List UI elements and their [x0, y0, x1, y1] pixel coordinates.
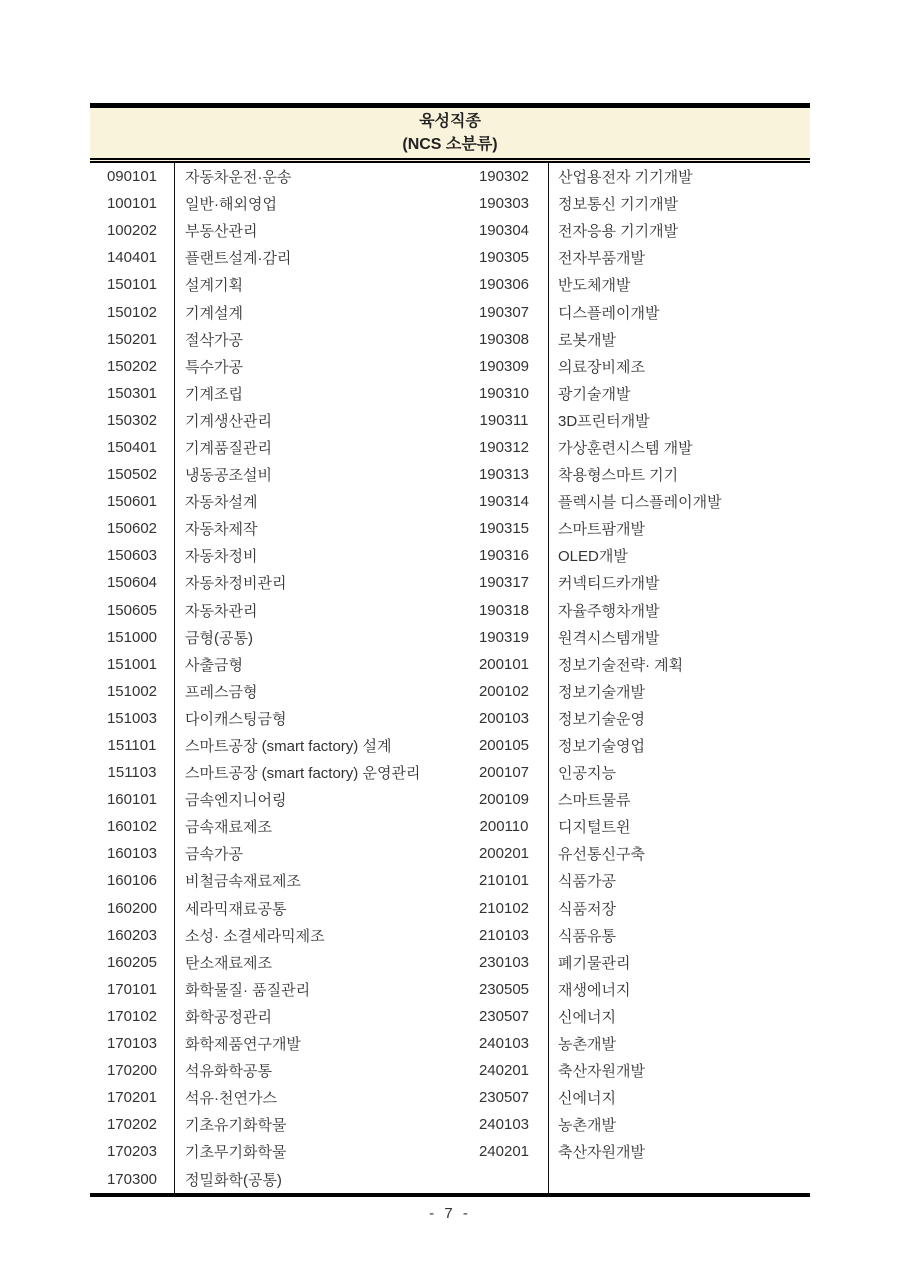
right-name-cell: 정보기술영업: [548, 732, 810, 759]
left-name-cell: 자동차운전·운송: [185, 169, 292, 187]
right-name-cell: 착용형스마트 기기: [548, 461, 810, 488]
left-name-cell: 금속가공: [185, 846, 243, 864]
table-row: [90, 190, 810, 217]
left-code-cell: 170102: [90, 1003, 175, 1030]
right-code-cell: 190307: [478, 303, 530, 321]
right-name-cell: [548, 1165, 810, 1192]
table-row: [90, 1030, 810, 1057]
left-name-cell: 스마트공장 (smart factory) 설계: [185, 738, 392, 756]
table-row: [90, 651, 810, 678]
right-name-cell: 광기술개발: [548, 380, 810, 407]
right-code-cell: 230507: [478, 1089, 530, 1107]
table-row: [90, 326, 810, 353]
left-code-cell: 151001: [90, 651, 175, 678]
left-name-cell: 자동차정비: [185, 548, 258, 566]
right-name-cell: 농촌개발: [548, 1030, 810, 1057]
right-code-cell: 190302: [478, 168, 530, 186]
table-row: [90, 922, 810, 949]
right-name-cell: 축산자원개발: [548, 1057, 810, 1084]
left-code-cell: 150102: [90, 298, 175, 325]
left-code-cell: 151003: [90, 705, 175, 732]
right-code-cell: 190310: [478, 384, 530, 402]
left-name-cell: 정밀화학(공통): [185, 1171, 282, 1189]
left-code-cell: 170300: [90, 1165, 175, 1192]
right-name-cell: 전자응용 기기개발: [548, 217, 810, 244]
right-name-cell: 식품유통: [548, 922, 810, 949]
table-row: [90, 976, 810, 1003]
table-row: [90, 786, 810, 813]
left-code-cell: 160200: [90, 895, 175, 922]
left-name-cell: 기계생산관리: [185, 412, 272, 430]
right-name-cell: 폐기물관리: [548, 949, 810, 976]
right-code-cell: 210101: [478, 872, 530, 890]
table-row: [90, 705, 810, 732]
right-name-cell: 디지털트윈: [548, 813, 810, 840]
table-row: [90, 461, 810, 488]
left-code-cell: 170201: [90, 1084, 175, 1111]
right-code-cell: 190317: [478, 574, 530, 592]
left-code-cell: 150201: [90, 326, 175, 353]
left-name-cell: 부동산관리: [185, 223, 258, 241]
left-code-cell: 170103: [90, 1030, 175, 1057]
left-code-cell: 140401: [90, 244, 175, 271]
left-code-cell: 160102: [90, 813, 175, 840]
table-row: [90, 732, 810, 759]
table-row: [90, 840, 810, 867]
left-name-cell: 특수가공: [185, 358, 243, 376]
table-row: [90, 759, 810, 786]
right-name-cell: 정보기술운영: [548, 705, 810, 732]
left-name-cell: 세라믹재료공통: [185, 900, 287, 918]
table-row: [90, 298, 810, 325]
left-code-cell: 160203: [90, 922, 175, 949]
table-body: [90, 163, 810, 1197]
left-code-cell: 150601: [90, 488, 175, 515]
left-name-cell: 금속엔지니어링: [185, 792, 287, 810]
right-code-cell: 230505: [478, 980, 530, 998]
right-code-cell: 200107: [478, 764, 530, 782]
table-row: [90, 353, 810, 380]
table-row: [90, 1057, 810, 1084]
right-code-cell: 210102: [478, 899, 530, 917]
left-code-cell: 150602: [90, 515, 175, 542]
left-code-cell: 160106: [90, 867, 175, 894]
right-name-cell: 의료장비제조: [548, 353, 810, 380]
right-code-cell: 190313: [478, 466, 530, 484]
left-code-cell: 100202: [90, 217, 175, 244]
table-row: [90, 407, 810, 434]
table-row: [90, 1084, 810, 1111]
left-name-cell: 금형(공통): [185, 629, 253, 647]
left-code-cell: 150202: [90, 353, 175, 380]
right-code-cell: 190305: [478, 249, 530, 267]
table-row: [90, 1138, 810, 1165]
left-code-cell: 150502: [90, 461, 175, 488]
left-code-cell: 160205: [90, 949, 175, 976]
table-row: [90, 867, 810, 894]
page-number: - 7 -: [429, 1205, 471, 1222]
left-name-cell: 기계품질관리: [185, 439, 272, 457]
left-code-cell: 150604: [90, 569, 175, 596]
left-code-cell: 150101: [90, 271, 175, 298]
left-code-cell: 170203: [90, 1138, 175, 1165]
right-code-cell: 190308: [478, 330, 530, 348]
left-code-cell: 150401: [90, 434, 175, 461]
left-code-cell: 160103: [90, 840, 175, 867]
right-name-cell: 신에너지: [548, 1084, 810, 1111]
left-code-cell: 151103: [90, 759, 175, 786]
right-code-cell: 240103: [478, 1116, 530, 1134]
table-row: [90, 163, 810, 190]
right-code-cell: 190318: [478, 601, 530, 619]
left-code-cell: 160101: [90, 786, 175, 813]
right-code-cell: 240103: [478, 1035, 530, 1053]
right-code-cell: 190309: [478, 357, 530, 375]
right-code-cell: 190312: [478, 438, 530, 456]
left-name-cell: 절삭가공: [185, 331, 243, 349]
table-row: [90, 624, 810, 651]
right-name-cell: 축산자원개발: [548, 1138, 810, 1165]
left-name-cell: 탄소재료제조: [185, 954, 272, 972]
left-code-cell: 151101: [90, 732, 175, 759]
right-name-cell: 가상훈련시스템 개발: [548, 434, 810, 461]
right-name-cell: 식품가공: [548, 867, 810, 894]
left-name-cell: 설계기획: [185, 277, 243, 295]
left-code-cell: 150302: [90, 407, 175, 434]
left-name-cell: 비철금속재료제조: [185, 873, 301, 891]
left-name-cell: 자동차정비관리: [185, 575, 287, 593]
right-name-cell: 재생에너지: [548, 976, 810, 1003]
left-name-cell: 냉동공조설비: [185, 467, 272, 485]
right-name-cell: 정보기술전략· 계획: [548, 651, 810, 678]
right-code-cell: 190303: [478, 195, 530, 213]
right-code-cell: 190304: [478, 222, 530, 240]
right-code-cell: 190315: [478, 520, 530, 538]
left-code-cell: 151000: [90, 624, 175, 651]
right-name-cell: 스마트팜개발: [548, 515, 810, 542]
table-row: [90, 895, 810, 922]
table-row: [90, 569, 810, 596]
right-code-cell: 200110: [479, 818, 529, 836]
right-name-cell: 정보통신 기기개발: [548, 190, 810, 217]
right-code-cell: 230103: [478, 953, 530, 971]
left-name-cell: 화학물질· 품질관리: [185, 981, 311, 999]
table-row: [90, 597, 810, 624]
right-code-cell: 230507: [478, 1007, 530, 1025]
left-name-cell: 화학제품연구개발: [185, 1036, 301, 1054]
right-name-cell: 산업용전자 기기개발: [548, 163, 810, 190]
right-code-cell: 200103: [478, 709, 530, 727]
table-row: [90, 949, 810, 976]
right-code-cell: 200101: [478, 655, 530, 673]
left-name-cell: 소성· 소결세라믹제조: [185, 927, 325, 945]
ncs-occupation-table: [90, 103, 810, 1197]
left-code-cell: 150301: [90, 380, 175, 407]
table-title-line2: (NCS 소분류): [402, 136, 498, 153]
left-name-cell: 다이캐스팅금형: [185, 710, 287, 728]
right-name-cell: 로봇개발: [548, 326, 810, 353]
right-code-cell: 240201: [478, 1062, 530, 1080]
left-name-cell: 프레스금형: [185, 683, 258, 701]
right-code-cell: 190314: [478, 493, 530, 511]
left-name-cell: 자동차제작: [185, 521, 258, 539]
table-row: [90, 515, 810, 542]
table-row: [90, 271, 810, 298]
table-row: [90, 678, 810, 705]
left-name-cell: 기계조립: [185, 385, 243, 403]
left-name-cell: 자동차관리: [185, 602, 258, 620]
left-code-cell: 170202: [90, 1111, 175, 1138]
left-code-cell: 150605: [90, 597, 175, 624]
left-name-cell: 스마트공장 (smart factory) 운영관리: [185, 765, 421, 783]
right-code-cell: 240201: [478, 1143, 530, 1161]
right-name-cell: 유선통신구축: [548, 840, 810, 867]
right-name-cell: 반도체개발: [548, 271, 810, 298]
right-code-cell: 200105: [478, 737, 530, 755]
right-name-cell: 신에너지: [548, 1003, 810, 1030]
right-code-cell: 190316: [478, 547, 530, 565]
table-row: [90, 813, 810, 840]
left-code-cell: 170200: [90, 1057, 175, 1084]
left-name-cell: 기초무기화학물: [185, 1144, 287, 1162]
left-name-cell: 일반·해외영업: [185, 196, 277, 214]
right-name-cell: 스마트물류: [548, 786, 810, 813]
table-title-line1: 육성직종: [419, 112, 481, 130]
left-code-cell: 151002: [90, 678, 175, 705]
right-code-cell: 200102: [478, 682, 530, 700]
left-name-cell: 기계설계: [185, 304, 243, 322]
right-code-cell: 190306: [478, 276, 530, 294]
right-name-cell: 자율주행차개발: [548, 597, 810, 624]
table-row: [90, 1165, 810, 1192]
left-name-cell: 금속재료제조: [185, 819, 272, 837]
left-name-cell: 화학공정관리: [185, 1008, 272, 1026]
right-name-cell: 디스플레이개발: [548, 298, 810, 325]
right-code-cell: [460, 1165, 548, 1192]
left-name-cell: 플랜트설계·감리: [185, 250, 292, 268]
right-name-cell: 농촌개발: [548, 1111, 810, 1138]
left-code-cell: 100101: [90, 190, 175, 217]
right-code-cell: 200201: [478, 845, 530, 863]
right-name-cell: 커넥티드카개발: [548, 569, 810, 596]
table-row: [90, 244, 810, 271]
right-name-cell: 전자부품개발: [548, 244, 810, 271]
right-name-cell: 인공지능: [548, 759, 810, 786]
table-header: [90, 103, 810, 163]
table-row: [90, 217, 810, 244]
left-name-cell: 자동차설계: [185, 494, 258, 512]
right-name-cell: 플렉시블 디스플레이개발: [548, 488, 810, 515]
left-name-cell: 사출금형: [185, 656, 243, 674]
right-name-cell: 식품저장: [548, 895, 810, 922]
left-code-cell: 170101: [90, 976, 175, 1003]
right-name-cell: 정보기술개발: [548, 678, 810, 705]
right-code-cell: 200109: [478, 791, 530, 809]
right-code-cell: 190311: [479, 411, 529, 429]
table-row: [90, 1111, 810, 1138]
right-code-cell: 190319: [478, 628, 530, 646]
right-code-cell: 210103: [478, 926, 530, 944]
table-row: [90, 542, 810, 569]
right-name-cell: 원격시스템개발: [548, 624, 810, 651]
left-name-cell: 석유·천연가스: [185, 1090, 277, 1108]
table-row: [90, 1003, 810, 1030]
left-code-cell: 150603: [90, 542, 175, 569]
left-name-cell: 기초유기화학물: [185, 1117, 287, 1135]
right-name-cell: OLED개발: [548, 542, 810, 569]
right-name-cell: 3D프린터개발: [548, 407, 810, 434]
left-name-cell: 석유화학공통: [185, 1063, 272, 1081]
table-row: [90, 488, 810, 515]
left-code-cell: 090101: [90, 163, 175, 190]
table-row: [90, 434, 810, 461]
table-row: [90, 380, 810, 407]
